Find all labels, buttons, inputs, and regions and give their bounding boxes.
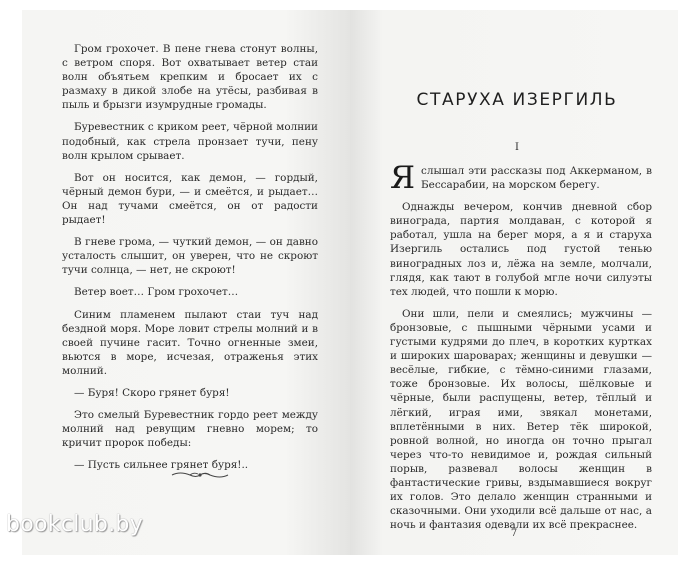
first-paragraph-text: слышал эти рассказы под Аккерманом, в Бессарабии, на морском берегу. [421,165,652,192]
paragraph: — Пусть сильнее грянет буря!.. [74,459,249,472]
page-title: СТАРУХА ИЗЕРГИЛЬ [416,90,618,110]
ornament-icon [170,470,230,480]
right-page-text [390,160,652,540]
paragraph: Синим пламенем пылают стаи туч над бездной моря. Море ловит стрелы молний и в своей пучине гасит. Точно огненные змеи, вьются в море, исчезая, отраженья этих молний. [62,308,318,377]
paragraph [390,160,652,196]
drop-cap: Я [390,160,416,196]
page-number: 7 [510,528,518,539]
paragraph: В гневе грома, — чуткий демон, — он давно усталость слышит, он уверен, что не скроют тучи солнца, — нет, не скроют! [62,236,318,277]
paragraph: Однажды вечером, кончив дневной сбор винограда, партия молдаван, с которой я работал, ушла на берег моря, а я и старуха Изергиль остались под густой тенью виноградных лоз и, лёжа на земле, молчали, глядя, как тают в голубой мгле ночи силуэты тех людей, что пошли к морю. [390,201,652,298]
paragraph: Это смелый Буревестник гордо реет между молний над ревущим гневно морем; то кричит пророк победы: [62,409,318,450]
chapter-number: I [515,142,519,153]
left-page-text [62,42,318,480]
paragraph: — Буря! Скоро грянет буря! [74,386,230,399]
paragraph: Ветер воет… Гром грохочет… [74,286,239,299]
watermark: bookclub.by [6,512,144,537]
book-spread [22,10,678,555]
paragraph: Вот он носится, как демон, — гордый, чёрный демон бури, — и смеётся, и рыдает… Он над тучами смеётся, он от радости рыдает! [62,171,318,227]
paragraph: Гром грохочет. В пене гнева стонут волны, с ветром споря. Вот охватывает ветер стаи волн объятьем крепким и бросает их с размаху в дикой злобе на утёсы, разбивая в пыль и брызги изумрудные громады. [62,43,318,112]
right-page [350,10,678,555]
left-page [22,10,350,555]
paragraph: Они шли, пели и смеялись; мужчины — бронзовые, с пышными чёрными усами и густыми кудрями до плеч, в коротких куртках и широких шароварах; женщины и девушки — весёлые, гибкие, с тёмно-синими глазами, тоже бронзовые. Их волосы, шёлковые и чёрные, были распущены, ветер, тёплый и лёгкий, играя ими, звякал монетами, вплетёнными в них. Ветер тёк широкой, ровной волной, но иногда он точно прыгал через что-то невидимое и, рождая сильный порыв, развевал волосы женщин в фантастические гривы, вздымавшиеся вокруг их голов. Это делало женщин странными и сказочными. Они уходили всё дальше от нас, а ночь и фантазия одевали их всё прекраснее. [390,307,652,532]
paragraph: Буревестник с криком реет, чёрной молнии подобный, как стрела пронзает тучи, пену волн крылом срывает. [62,121,318,162]
